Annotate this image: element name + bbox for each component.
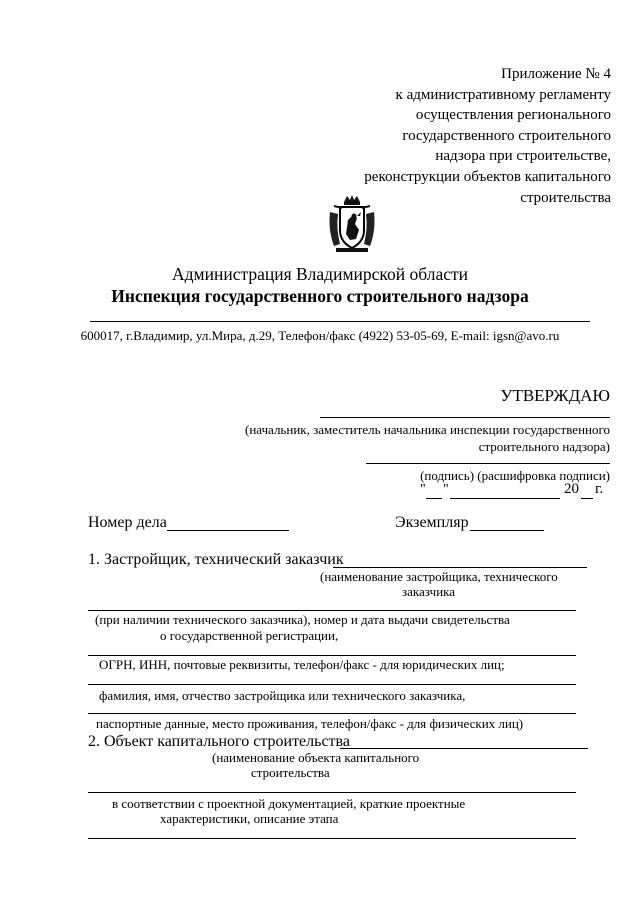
address-line: 600017, г.Владимир, ул.Мира, д.29, Телефон/факс (4922) 53-05-69, E-mail: igsn@avo.ru bbox=[80, 328, 560, 343]
section-1-hint-4: о государственной регистрации, bbox=[160, 628, 339, 643]
signature-hint: (подпись) (расшифровка подписи) bbox=[420, 468, 610, 483]
object-line-3[interactable] bbox=[88, 838, 576, 839]
date-month-field[interactable] bbox=[450, 498, 560, 499]
developer-line-5[interactable] bbox=[88, 713, 576, 714]
approval-title: УТВЕРЖДАЮ bbox=[500, 386, 610, 405]
section-2-hint-4: характеристики, описание этапа bbox=[160, 811, 339, 826]
header-divider bbox=[90, 321, 590, 322]
section-1-hint-6: фамилия, имя, отчество застройщика или технического заказчика, bbox=[99, 688, 466, 703]
section-1-hint-5: ОГРН, ИНН, почтовые реквизиты, телефон/факс - для юридических лиц; bbox=[99, 657, 505, 672]
section-2-label: 2. Объект капитального строительства bbox=[88, 733, 350, 750]
annex-line-4: надзора при строительстве, bbox=[435, 148, 611, 165]
annex-title: Приложение № 4 bbox=[501, 66, 611, 82]
section-1-hint-1: (наименование застройщика, технического bbox=[320, 569, 558, 584]
copy-label: Экземпляр bbox=[395, 514, 469, 531]
dept-name: Инспекция государственного строительного надзора bbox=[111, 286, 529, 306]
developer-line-3[interactable] bbox=[88, 655, 576, 656]
developer-line-2[interactable] bbox=[88, 610, 576, 611]
section-1-hint-2: заказчика bbox=[402, 584, 456, 599]
annex-line-1: к административному регламенту bbox=[395, 86, 611, 103]
section-1-hint-7: паспортные данные, место проживания, телефон/факс - для физических лиц) bbox=[96, 716, 524, 731]
org-name: Администрация Владимирской области bbox=[171, 264, 468, 284]
object-name-field[interactable] bbox=[340, 748, 588, 749]
copy-field[interactable] bbox=[470, 530, 544, 531]
object-line-2[interactable] bbox=[88, 792, 576, 793]
section-1-hint-3: (при наличии технического заказчика), номер и дата выдачи свидетельства bbox=[95, 612, 510, 627]
approver-role-hint-2: строительного надзора) bbox=[478, 439, 610, 454]
section-1-label: 1. Застройщик, технический заказчик bbox=[88, 551, 344, 568]
date-day-field[interactable] bbox=[426, 498, 442, 499]
annex-line-3: государственного строительного bbox=[402, 127, 611, 144]
developer-name-field[interactable] bbox=[333, 567, 587, 568]
case-number-field[interactable] bbox=[167, 530, 289, 531]
developer-line-4[interactable] bbox=[88, 684, 576, 685]
annex-line-2: осуществления регионального bbox=[415, 107, 611, 124]
section-2-hint-1: (наименование объекта капитального bbox=[212, 750, 420, 765]
section-2-hint-2: строительства bbox=[251, 765, 330, 780]
annex-line-5: реконструкции объектов капитального bbox=[364, 168, 611, 185]
date-suffix: г. bbox=[595, 481, 604, 497]
date-quote-open: " bbox=[420, 482, 426, 497]
case-number-label: Номер дела bbox=[88, 514, 167, 531]
date-quote-close: " bbox=[443, 482, 449, 497]
annex-block bbox=[364, 64, 611, 208]
signature-line bbox=[366, 463, 610, 464]
vladimir-oblast-coat-of-arms-icon bbox=[326, 194, 378, 254]
approver-line bbox=[320, 417, 610, 418]
section-2-hint-3: в соответствии с проектной документацией, краткие проектные bbox=[112, 796, 466, 811]
date-year-field[interactable] bbox=[581, 498, 593, 499]
date-year-prefix: 20 bbox=[564, 481, 579, 497]
annex-line-6: строительства bbox=[520, 189, 611, 206]
approver-role-hint-1: (начальник, заместитель начальника инспекции государственного bbox=[244, 422, 610, 437]
